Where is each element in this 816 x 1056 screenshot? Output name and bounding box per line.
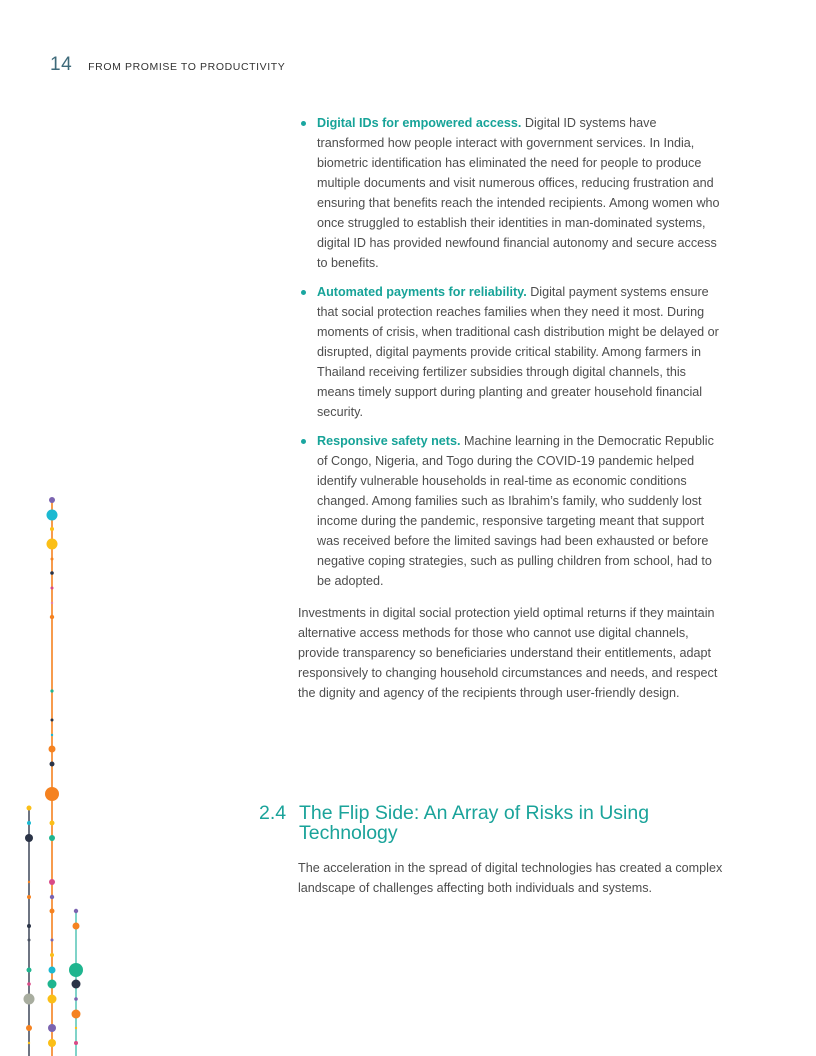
bullet-icon (301, 290, 306, 295)
section-title: The Flip Side: An Array of Risks in Using Technology (299, 802, 650, 844)
page-number: 14 (50, 54, 73, 75)
bullet-list (298, 113, 723, 591)
bullet-item-safety-nets (298, 431, 723, 591)
bullet-text: Machine learning in the Democratic Republic of Congo, Nigeria, and Togo during the COVID-19 pandemic helped identify vulnerable households in real-time as economic conditions changed. Among families such as Ibrahim’s family, who suddenly lost income during the pandemic, responsive targeting meant that support was received before the limited savings had been exhausted or before negative coping strategies, such as pulling children from school, had to be adopted. (317, 434, 714, 588)
bullet-item-digital-ids (298, 113, 723, 273)
running-title: FROM PROMISE TO PRODUCTIVITY (88, 61, 286, 73)
bullet-icon (301, 439, 306, 444)
body-paragraph: Investments in digital social protection yield optimal returns if they maintain alternative access methods for those who cannot use digital channels, provide transparency so beneficiaries understand their entitlements, adapt responsively to changing household circumstances and needs, and respect the dignity and agency of the recipients through user-friendly design. (298, 606, 718, 700)
main-content (298, 113, 723, 703)
decorative-bead-lines (0, 0, 120, 1056)
bullet-icon (301, 121, 306, 126)
bullet-text: Digital payment systems ensure that social protection reaches families when they need it most. During moments of crisis, when traditional cash distribution might be delayed or disrupted, digital payments provide critical stability. Among farmers in Thailand receiving fertilizer subsidies through digital channels, this means timely support during planting and greater household financial security. (317, 285, 719, 419)
bullet-lead: Automated payments for reliability. (317, 285, 527, 299)
bullet-lead: Digital IDs for empowered access. (317, 116, 522, 130)
running-header (50, 54, 285, 76)
bullet-item-automated-payments (298, 282, 723, 422)
section-heading (259, 803, 729, 843)
section-body: The acceleration in the spread of digital technologies has created a complex landscape of challenges affecting both individuals and systems. (298, 861, 723, 895)
section-number: 2.4 (259, 802, 287, 824)
bullet-text: Digital ID systems have transformed how people interact with government services. In India, biometric identification has eliminated the need for people to produce multiple documents and visit numerous offices, reducing frustration and ensuring that benefits reach the intended recipients. Among women who once struggled to establish their identities in man-dominated systems, digital ID has provided newfound financial autonomy and secure access to benefits. (317, 116, 720, 270)
bullet-lead: Responsive safety nets. (317, 434, 461, 448)
